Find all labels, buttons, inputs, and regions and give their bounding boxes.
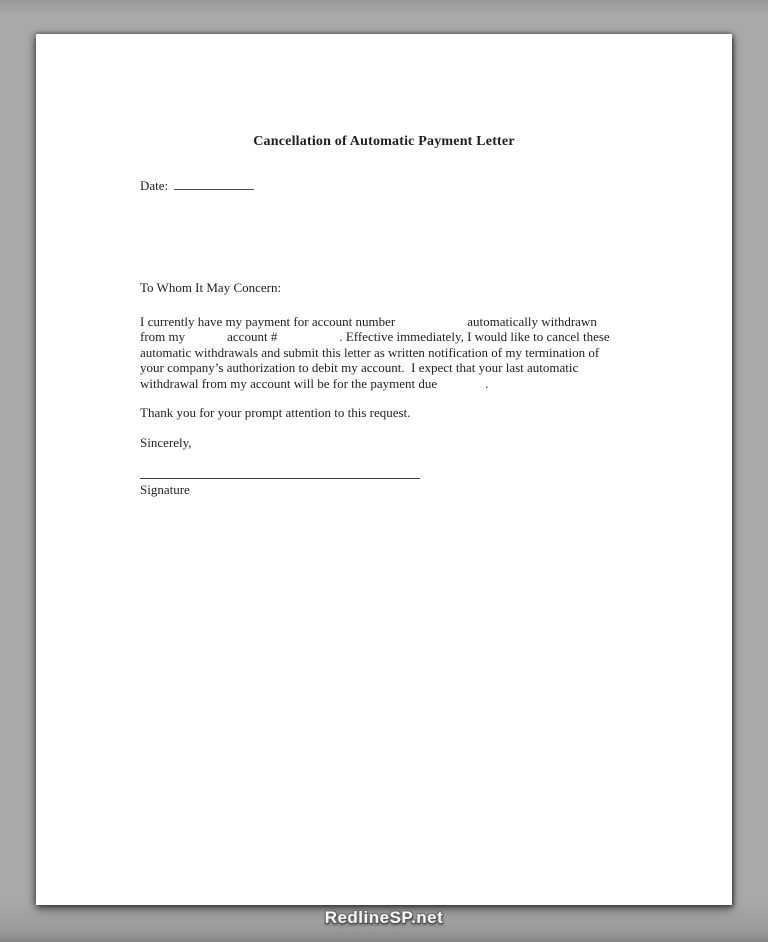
body-line-5-text-a: withdrawal from my account will be for the payment due <box>140 375 438 391</box>
body-line-3-text: automatic withdrawals and submit this letter as written notification of my termination of <box>140 344 600 360</box>
salutation: To Whom It May Concern: <box>140 280 282 295</box>
date-blank-line <box>174 177 254 190</box>
blank-account-no <box>277 340 339 341</box>
body-line-2-text-b: account # <box>227 329 278 345</box>
body-line-1-text-a: I currently have my payment for account number <box>140 314 396 329</box>
body-line-4 <box>140 360 680 375</box>
signature-line <box>140 478 420 479</box>
body-line-1-text-b: automatically withdrawn <box>467 314 597 329</box>
watermark-text: RedlineSP.net <box>324 908 444 927</box>
letter-title: Cancellation of Automatic Payment Letter <box>253 134 515 149</box>
letter-body <box>140 314 680 391</box>
closing-line: Sincerely, <box>140 435 192 451</box>
body-line-2 <box>140 329 680 344</box>
blank-due-date <box>437 387 485 388</box>
thanks-line: Thank you for your prompt attention to this request. <box>140 405 411 421</box>
date-line <box>140 177 680 194</box>
body-line-3 <box>140 345 680 360</box>
body-line-2-text-c: . Effective immediately, I would like to cancel these <box>339 329 610 345</box>
body-line-2-text-a: from my <box>140 329 186 345</box>
blank-account-number <box>395 325 467 326</box>
signature-label: Signature <box>140 482 190 498</box>
date-label: Date: <box>140 178 169 193</box>
body-line-4-text: your company’s authorization to debit my account. I expect that your last automatic <box>140 360 579 376</box>
watermark <box>0 908 768 928</box>
blank-bank-name <box>185 340 227 341</box>
body-line-5-text-b: . <box>485 375 489 391</box>
body-line-5 <box>140 376 680 391</box>
body-line-1 <box>140 314 680 329</box>
letter-page <box>36 34 732 905</box>
